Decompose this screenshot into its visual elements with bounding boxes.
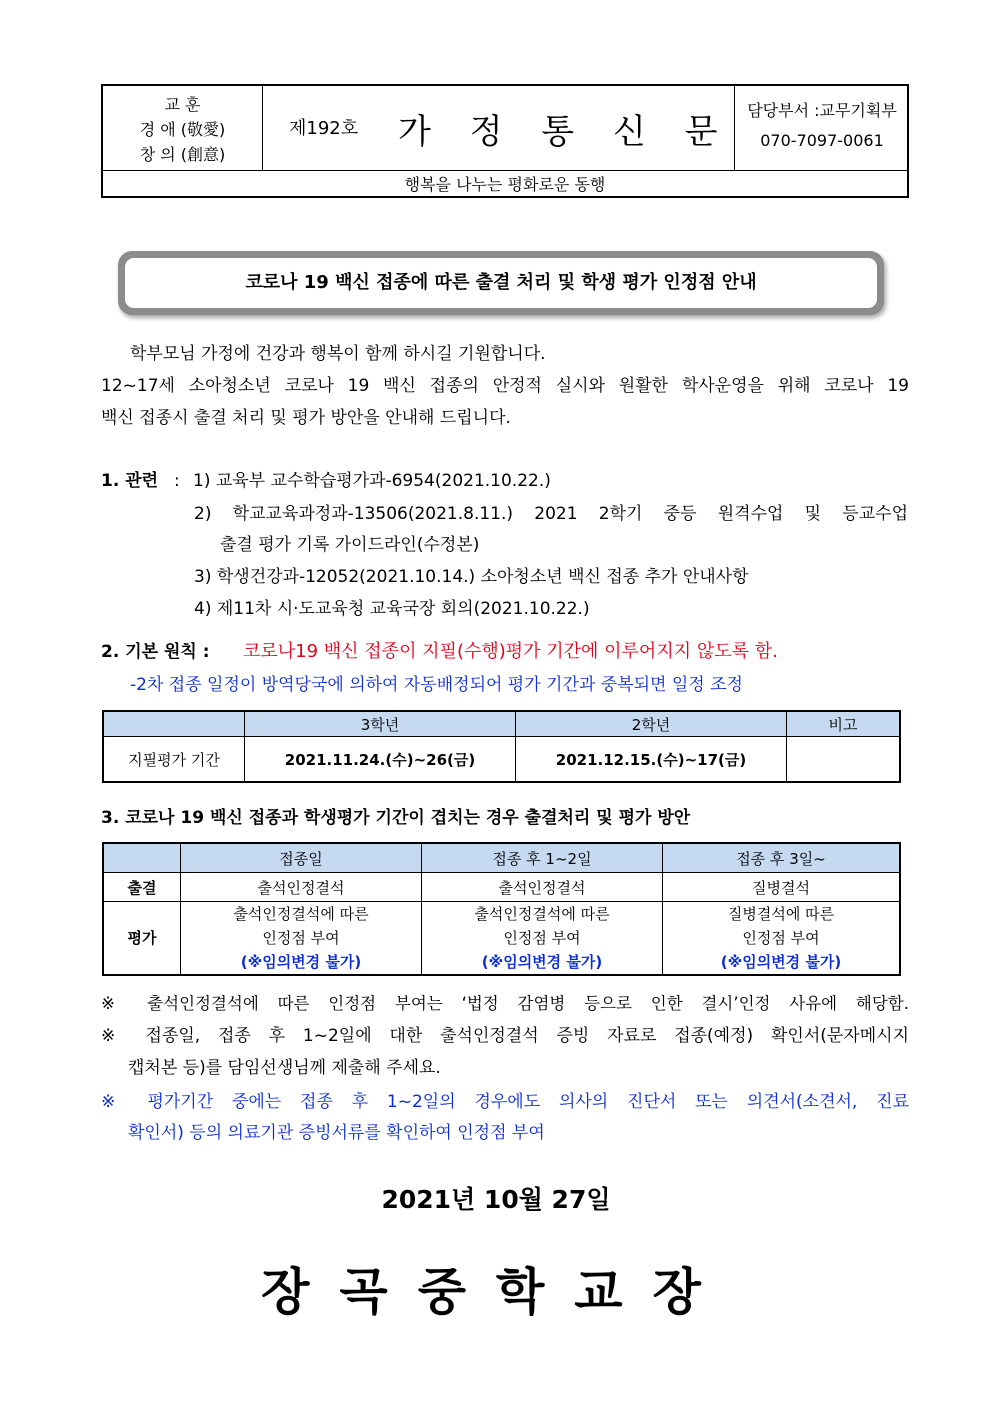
attendance-day1-2: 출석인정결석 — [422, 873, 663, 902]
motto-line-1: 경 애 (敬愛) — [139, 120, 226, 139]
table-header-cell: 비고 — [787, 711, 901, 737]
table-header-cell: 2학년 — [516, 711, 787, 737]
note-2: ※ 접종일, 접종 후 1~2일에 대한 출석인정결석 증빙 자료로 접종(예정) 확인서(문자메시지 — [101, 1026, 909, 1046]
eval-text: 인정점 부여 — [742, 929, 820, 947]
intro-line-3: 백신 접종시 출결 처리 및 평가 방안을 안내해 드립니다. — [101, 408, 511, 428]
attendance-evaluation-table — [102, 842, 901, 976]
basic-principle: 코로나19 백신 접종이 지필(수행)평가 기간에 이루어지지 않도록 함. — [243, 641, 778, 662]
table-header-cell: 접종일 — [181, 843, 422, 873]
table-header-cell — [103, 711, 245, 737]
note-3-cont: 확인서) 등의 의료기관 증빙서류를 확인하여 인정점 부여 — [128, 1123, 545, 1143]
table-header-cell: 접종 후 3일~ — [663, 843, 901, 873]
remark — [787, 737, 901, 783]
attendance-day3: 질병결석 — [663, 873, 901, 902]
issue-date: 2021년 10월 27일 — [381, 1185, 611, 1214]
note-3: ※ 평가기간 중에는 접종 후 1~2일의 경우에도 의사의 진단서 또는 의견서(소견서, 진료 — [101, 1092, 909, 1112]
row-label: 지필평가 기간 — [103, 737, 245, 783]
table-header-cell: 접종 후 1~2일 — [422, 843, 663, 873]
evaluation-day0 — [181, 902, 422, 976]
eval-text: 출석인정결석에 따른 — [474, 905, 610, 923]
phone: 070-7097-0061 — [760, 131, 884, 150]
schedule-note: -2차 접종 일정이 방역당국에 의하여 자동배정되어 평가 기간과 중복되면 일정 조정 — [130, 675, 743, 695]
slogan: 행복을 나누는 평화로운 동행 — [103, 170, 907, 198]
attendance-day0: 출석인정결석 — [181, 873, 422, 902]
eval-text: 인정점 부여 — [262, 929, 340, 947]
related-item-1: 1) 교육부 교수학습평가과-6954(2021.10.22.) — [193, 471, 551, 491]
banner-text: 코로나 19 백신 접종에 따른 출결 처리 및 학생 평가 인정점 안내 — [125, 258, 877, 308]
related-item-2-cont: 출결 평가 기록 가이드라인(수정본) — [220, 535, 480, 555]
eval-warning: (※임의변경 불가) — [481, 953, 603, 971]
eval-warning: (※임의변경 불가) — [720, 953, 842, 971]
eval-text: 인정점 부여 — [503, 929, 581, 947]
eval-text: 출석인정결석에 따른 — [233, 905, 369, 923]
department: 담당부서 :교무기획부 — [747, 101, 897, 120]
evaluation-day3 — [663, 902, 901, 976]
section1-colon: : — [174, 471, 180, 491]
intro-line-1: 학부모님 가정에 건강과 행복이 함께 하시길 기원합니다. — [130, 344, 546, 364]
note-2-cont: 캡처본 등)를 담임선생님께 제출해 주세요. — [128, 1058, 441, 1078]
motto-title: 교 훈 — [164, 95, 201, 114]
exam-period-table — [102, 710, 901, 783]
title-banner — [118, 251, 884, 315]
related-item-2: 2) 학교교육과정과-13506(2021.8.11.) 2021 2학기 중등 원격수업 및 등교수업 — [194, 504, 908, 524]
newsletter-title: 가 정 통 신 문 — [398, 112, 732, 152]
section1-label: 1. 관련 — [101, 471, 159, 491]
section3-label: 3. 코로나 19 백신 접종과 학생평가 기간이 겹치는 경우 출결처리 및 평가 방안 — [101, 808, 691, 828]
grade3-period: 2021.11.24.(수)~26(금) — [245, 737, 516, 783]
eval-warning: (※임의변경 불가) — [240, 953, 362, 971]
department-info — [734, 86, 909, 170]
evaluation-day1-2 — [422, 902, 663, 976]
note-1: ※ 출석인정결석에 따른 인정점 부여는 ‘법정 감염병 등으로 인한 결시’인정 사유에 해당함. — [101, 994, 909, 1013]
intro-line-2: 12~17세 소아청소년 코로나 19 백신 접종의 안정적 실시와 원활한 학사운영을 위해 코로나 19 — [101, 376, 909, 396]
evaluation-label: 평가 — [103, 902, 181, 976]
issue-number: 제192호 — [289, 118, 359, 139]
table-header-cell: 3학년 — [245, 711, 516, 737]
newsletter-header — [101, 84, 909, 198]
related-item-4: 4) 제11차 시·도교육청 교육국장 회의(2021.10.22.) — [194, 599, 590, 619]
motto-line-2: 창 의 (創意) — [139, 145, 226, 164]
school-motto — [103, 86, 263, 170]
eval-text: 질병결석에 따른 — [727, 905, 835, 923]
table-header-cell — [103, 843, 181, 873]
attendance-label: 출결 — [103, 873, 181, 902]
principal-signature: 장곡중학교장 — [261, 1263, 731, 1321]
section2-label: 2. 기본 원칙 : — [101, 642, 210, 662]
related-item-3: 3) 학생건강과-12052(2021.10.14.) 소아청소년 백신 접종 추가 안내사항 — [194, 567, 749, 587]
grade2-period: 2021.12.15.(수)~17(금) — [516, 737, 787, 783]
